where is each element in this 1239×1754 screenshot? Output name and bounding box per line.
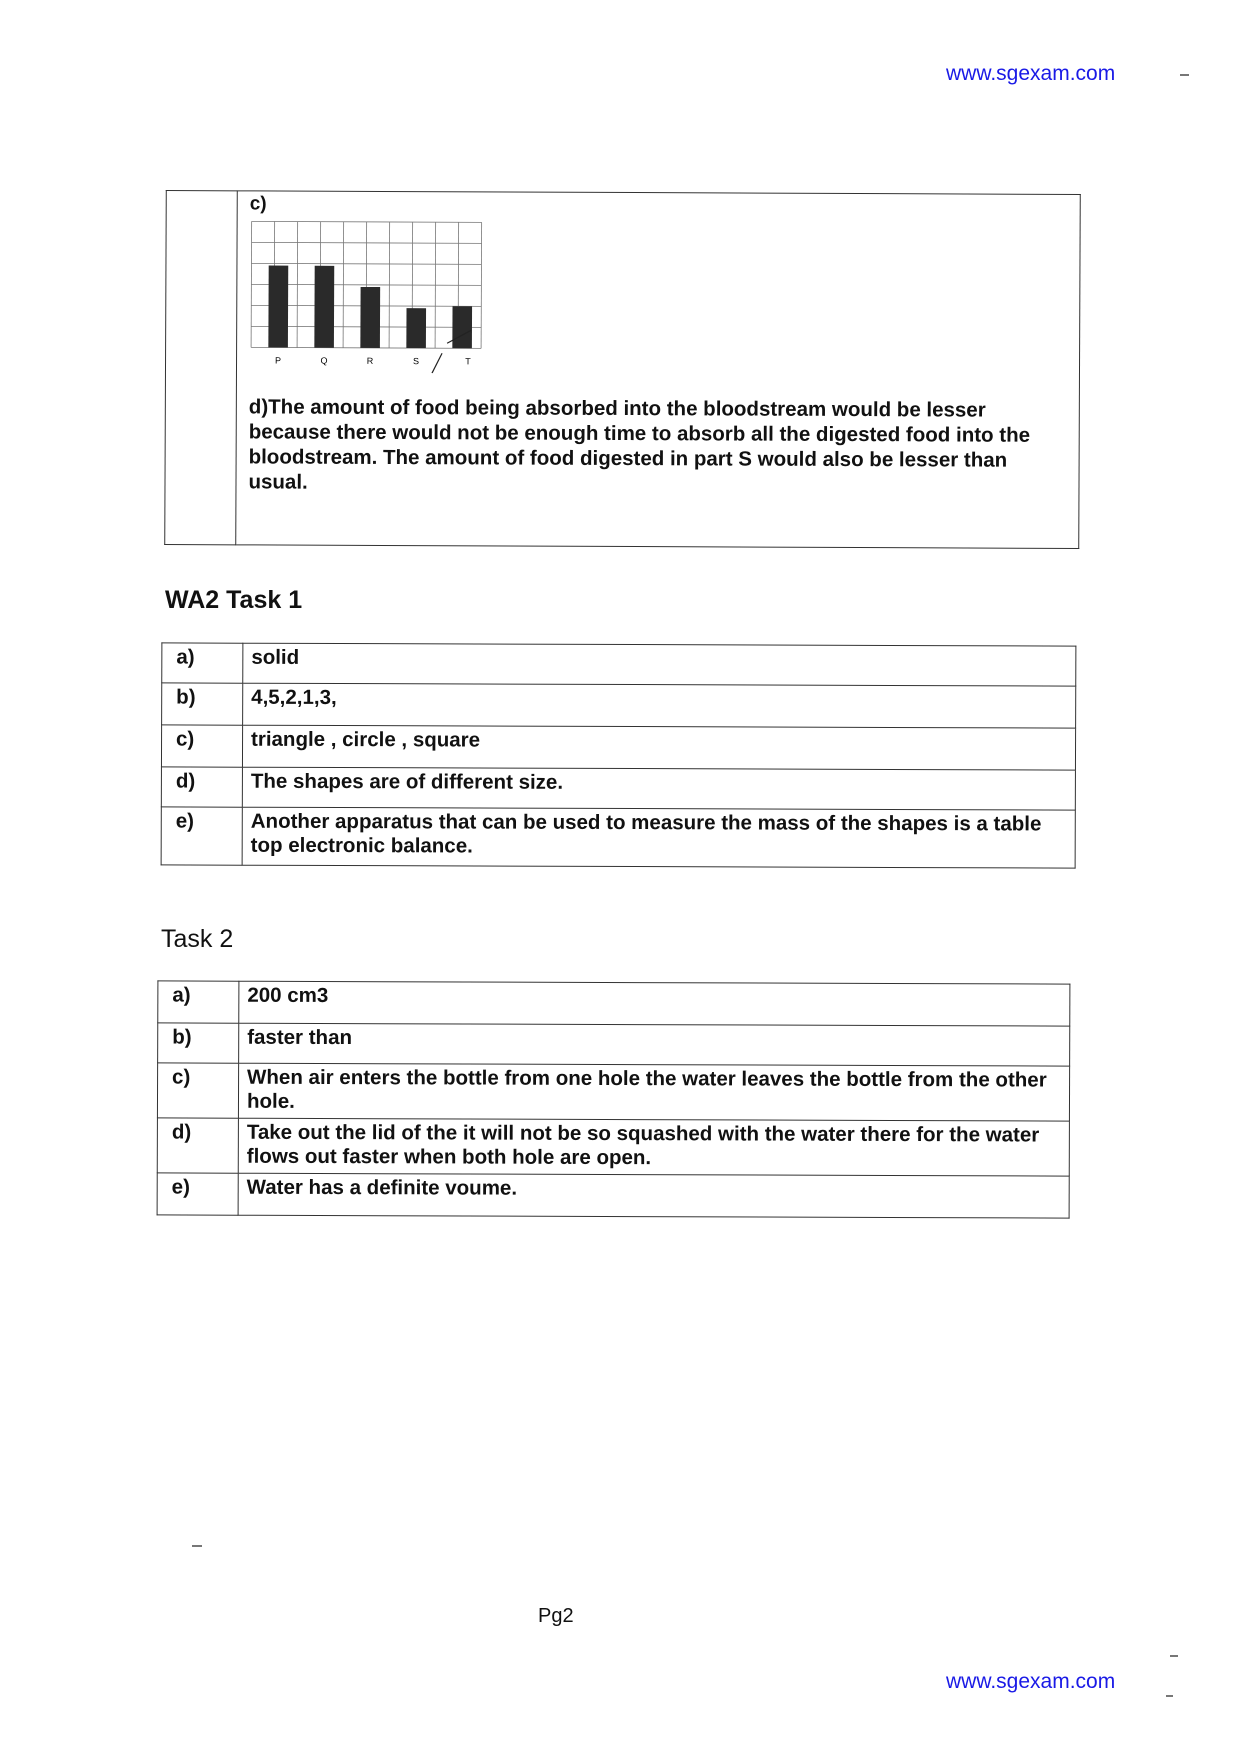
row-answer: solid bbox=[243, 643, 1076, 686]
row-label: e) bbox=[157, 1173, 238, 1215]
tick-label-Q: Q bbox=[320, 355, 328, 366]
table-row bbox=[161, 767, 1075, 810]
bar-chart bbox=[249, 217, 485, 373]
row-label: d) bbox=[157, 1118, 238, 1173]
scan-speck bbox=[1166, 1695, 1173, 1697]
bar-T bbox=[452, 306, 472, 348]
grid-line bbox=[252, 221, 482, 222]
row-answer: Take out the lid of the it will not be so squashed with the water there for the water flows out faster when both hole are open. bbox=[238, 1118, 1069, 1176]
tick-label-R: R bbox=[366, 355, 374, 366]
row-label: b) bbox=[158, 1023, 239, 1063]
chart-bars bbox=[268, 266, 472, 349]
row-answer: triangle , circle , square bbox=[242, 725, 1075, 770]
part-d-answer: d)The amount of food being absorbed into the bloodstream would be lesser because there would not be enough time to absorb all the digested food into the bloodstream. The amount of food digested in part S would also be lesser than usual. bbox=[248, 395, 1031, 494]
bar-P bbox=[268, 266, 288, 348]
task2-answer-table bbox=[157, 980, 1071, 1218]
part-c-label: c) bbox=[249, 193, 267, 215]
row-label: c) bbox=[161, 725, 242, 767]
tick-label-T: T bbox=[465, 356, 471, 367]
table-row bbox=[157, 1173, 1069, 1218]
table-row bbox=[161, 725, 1075, 770]
grid-line bbox=[251, 263, 481, 264]
row-answer: Another apparatus that can be used to measure the mass of the shapes is a table top electronic balance. bbox=[242, 807, 1075, 868]
scan-speck bbox=[1180, 74, 1189, 76]
table-row bbox=[161, 807, 1075, 868]
table-row bbox=[157, 1063, 1069, 1121]
row-answer: 200 cm3 bbox=[239, 981, 1070, 1026]
answer-box-content bbox=[236, 191, 1081, 549]
row-label: a) bbox=[162, 643, 243, 683]
scan-speck bbox=[192, 1545, 202, 1547]
bar-Q bbox=[314, 266, 334, 348]
footer-website-link[interactable]: www.sgexam.com bbox=[946, 1670, 1116, 1693]
tick-label-P: P bbox=[275, 355, 282, 366]
row-answer: When air enters the bottle from one hole the water leaves the bottle from the other hole. bbox=[238, 1063, 1069, 1121]
task2-heading: Task 2 bbox=[161, 925, 234, 953]
table-row bbox=[162, 683, 1076, 728]
task1-answer-table bbox=[161, 642, 1077, 868]
row-answer: The shapes are of different size. bbox=[242, 767, 1075, 810]
answer-box-c-d bbox=[164, 190, 1081, 549]
page-number: Pg2 bbox=[538, 1605, 574, 1627]
row-answer: faster than bbox=[239, 1023, 1070, 1066]
header-website-link[interactable]: www.sgexam.com bbox=[946, 62, 1116, 85]
scan-speck bbox=[1170, 1655, 1178, 1657]
row-label: d) bbox=[161, 767, 242, 807]
row-label: b) bbox=[162, 683, 243, 725]
grid-line bbox=[252, 242, 482, 243]
row-label: e) bbox=[161, 807, 242, 865]
bar-S bbox=[406, 308, 426, 348]
row-label: a) bbox=[158, 981, 239, 1023]
table-row bbox=[158, 981, 1070, 1026]
table-row bbox=[157, 1118, 1069, 1176]
answer-box-number-column bbox=[165, 191, 238, 545]
row-answer: 4,5,2,1,3, bbox=[243, 683, 1076, 728]
row-label: c) bbox=[157, 1063, 238, 1118]
bar-R bbox=[360, 287, 380, 348]
wa2-task1-heading: WA2 Task 1 bbox=[165, 586, 303, 614]
chart-pencil-mark bbox=[432, 353, 442, 373]
table-row bbox=[158, 1023, 1070, 1066]
table-row bbox=[162, 643, 1076, 686]
tick-label-S: S bbox=[413, 356, 420, 367]
row-answer: Water has a definite voume. bbox=[238, 1173, 1069, 1218]
chart-tick-labels bbox=[275, 355, 471, 366]
